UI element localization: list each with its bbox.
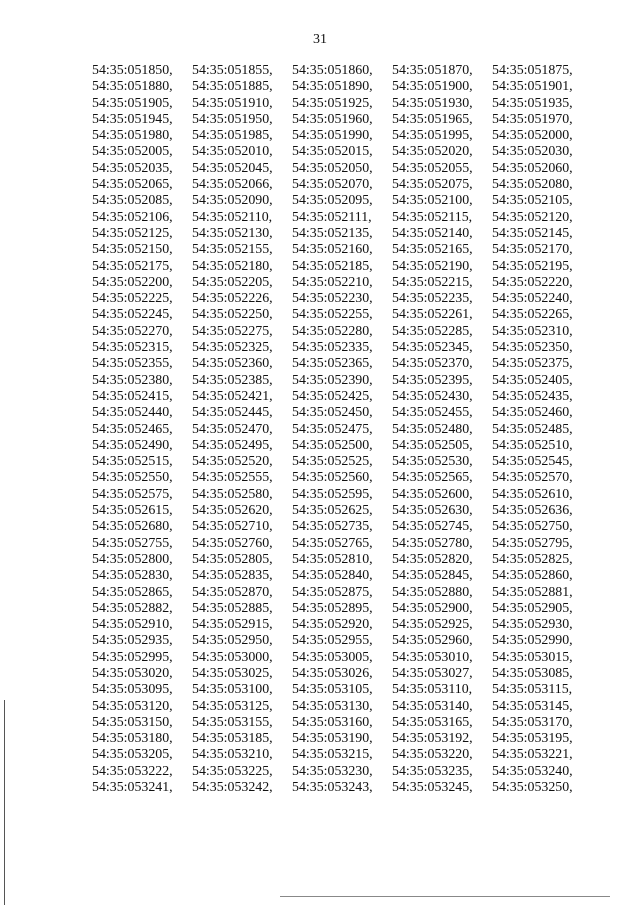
cadastral-number: 54:35:052130,	[192, 225, 273, 241]
cadastral-number: 54:35:052080,	[492, 177, 573, 193]
cadastral-number: 54:35:052095,	[292, 193, 373, 209]
cadastral-number: 54:35:052595,	[292, 486, 373, 502]
cadastral-number: 54:35:051910,	[192, 95, 273, 111]
cadastral-number: 54:35:052180,	[192, 258, 273, 274]
cadastral-number: 54:35:053180,	[92, 731, 173, 747]
cadastral-number: 54:35:052390,	[292, 372, 373, 388]
cadastral-number: 54:35:053220,	[392, 747, 473, 763]
cadastral-number: 54:35:053195,	[492, 731, 573, 747]
cadastral-number: 54:35:052140,	[392, 225, 473, 241]
cadastral-number: 54:35:052020,	[392, 144, 473, 160]
cadastral-number: 54:35:052620,	[192, 503, 273, 519]
cadastral-number: 54:35:052750,	[492, 519, 573, 535]
cadastral-number: 54:35:052111,	[292, 209, 372, 225]
cadastral-number: 54:35:053240,	[492, 763, 573, 779]
cadastral-number: 54:35:052615,	[92, 503, 173, 519]
cadastral-number: 54:35:053027,	[392, 665, 473, 681]
cadastral-number: 54:35:052105,	[492, 193, 573, 209]
cadastral-number: 54:35:053190,	[292, 731, 373, 747]
cadastral-number: 54:35:052360,	[192, 356, 273, 372]
cadastral-number: 54:35:052070,	[292, 177, 373, 193]
cadastral-number: 54:35:052515,	[92, 454, 173, 470]
cadastral-number: 54:35:053192,	[392, 731, 473, 747]
cadastral-number: 54:35:052440,	[92, 405, 173, 421]
cadastral-number: 54:35:052100,	[392, 193, 473, 209]
cadastral-number: 54:35:052250,	[192, 307, 273, 323]
cadastral-number: 54:35:052370,	[392, 356, 473, 372]
cadastral-number: 54:35:052160,	[292, 242, 373, 258]
cadastral-number: 54:35:052285,	[392, 323, 473, 339]
cadastral-number: 54:35:052280,	[292, 323, 373, 339]
cadastral-number: 54:35:052760,	[192, 535, 273, 551]
cadastral-number: 54:35:052205,	[192, 274, 273, 290]
cadastral-number: 54:35:051900,	[392, 79, 473, 95]
cadastral-number: 54:35:051925,	[292, 95, 373, 111]
cadastral-number: 54:35:052060,	[492, 160, 573, 176]
cadastral-number: 54:35:052230,	[292, 291, 373, 307]
cadastral-number: 54:35:052270,	[92, 323, 173, 339]
cadastral-number: 54:35:053225,	[192, 763, 273, 779]
cadastral-number: 54:35:053105,	[292, 682, 373, 698]
cadastral-number: 54:35:052915,	[192, 617, 273, 633]
cadastral-number: 54:35:052565,	[392, 470, 473, 486]
cadastral-number: 54:35:051950,	[192, 111, 273, 127]
cadastral-number: 54:35:052435,	[492, 388, 573, 404]
cadastral-number: 54:35:052882,	[92, 600, 173, 616]
cadastral-number-list	[92, 63, 602, 796]
cadastral-number: 54:35:052415,	[92, 388, 173, 404]
cadastral-number: 54:35:052780,	[392, 535, 473, 551]
cadastral-number: 54:35:053000,	[192, 649, 273, 665]
cadastral-number: 54:35:052185,	[292, 258, 373, 274]
cadastral-number: 54:35:053243,	[292, 780, 373, 796]
cadastral-number: 54:35:051870,	[392, 63, 473, 78]
cadastral-number: 54:35:052610,	[492, 486, 573, 502]
cadastral-number: 54:35:052135,	[292, 225, 373, 241]
cadastral-number: 54:35:052310,	[492, 323, 573, 339]
cadastral-number: 54:35:052375,	[492, 356, 573, 372]
cadastral-number: 54:35:052450,	[292, 405, 373, 421]
cadastral-number: 54:35:051930,	[392, 95, 473, 111]
cadastral-number: 54:35:052005,	[92, 144, 173, 160]
cadastral-number: 54:35:051860,	[292, 63, 373, 78]
cadastral-number: 54:35:053160,	[292, 714, 373, 730]
cadastral-number: 54:35:052245,	[92, 307, 173, 323]
cadastral-number: 54:35:052460,	[492, 405, 573, 421]
cadastral-number: 54:35:052240,	[492, 291, 573, 307]
cadastral-number: 54:35:052215,	[392, 274, 473, 290]
cadastral-number: 54:35:052530,	[392, 454, 473, 470]
cadastral-number: 54:35:052580,	[192, 486, 273, 502]
cadastral-number: 54:35:053165,	[392, 714, 473, 730]
cadastral-number: 54:35:053250,	[492, 780, 573, 796]
cadastral-number: 54:35:052065,	[92, 177, 173, 193]
cadastral-number: 54:35:051965,	[392, 111, 473, 127]
cadastral-number: 54:35:052925,	[392, 617, 473, 633]
cadastral-number: 54:35:053100,	[192, 682, 273, 698]
cadastral-number: 54:35:052755,	[92, 535, 173, 551]
cadastral-number: 54:35:052220,	[492, 274, 573, 290]
cadastral-number: 54:35:053221,	[492, 747, 573, 763]
cadastral-number: 54:35:052315,	[92, 340, 173, 356]
cadastral-number: 54:35:053005,	[292, 649, 373, 665]
cadastral-number: 54:35:052455,	[392, 405, 473, 421]
cadastral-number: 54:35:052265,	[492, 307, 573, 323]
cadastral-number: 54:35:052870,	[192, 584, 273, 600]
cadastral-number: 54:35:052560,	[292, 470, 373, 486]
cadastral-number: 54:35:052485,	[492, 421, 573, 437]
cadastral-number: 54:35:052106,	[92, 209, 173, 225]
cadastral-number: 54:35:052075,	[392, 177, 473, 193]
cadastral-number: 54:35:052110,	[192, 209, 273, 225]
cadastral-number: 54:35:052575,	[92, 486, 173, 502]
cadastral-number: 54:35:052150,	[92, 242, 173, 258]
cadastral-number: 54:35:053085,	[492, 665, 573, 681]
cadastral-number: 54:35:052950,	[192, 633, 273, 649]
cadastral-number: 54:35:053185,	[192, 731, 273, 747]
cadastral-number: 54:35:051905,	[92, 95, 173, 111]
cadastral-number: 54:35:052895,	[292, 600, 373, 616]
cadastral-number: 54:35:052550,	[92, 470, 173, 486]
cadastral-number: 54:35:051970,	[492, 111, 573, 127]
cadastral-number: 54:35:052050,	[292, 160, 373, 176]
cadastral-number: 54:35:052430,	[392, 388, 473, 404]
cadastral-number: 54:35:052636,	[492, 503, 573, 519]
cadastral-number: 54:35:052261,	[392, 307, 473, 323]
cadastral-number: 54:35:053210,	[192, 747, 273, 763]
cadastral-number: 54:35:051960,	[292, 111, 373, 127]
cadastral-number: 54:35:052275,	[192, 323, 273, 339]
cadastral-number: 54:35:052910,	[92, 617, 173, 633]
cadastral-number: 54:35:052405,	[492, 372, 573, 388]
cadastral-number: 54:35:052235,	[392, 291, 473, 307]
cadastral-number: 54:35:052525,	[292, 454, 373, 470]
cadastral-number: 54:35:051875,	[492, 63, 573, 78]
cadastral-number: 54:35:052570,	[492, 470, 573, 486]
cadastral-number: 54:35:052385,	[192, 372, 273, 388]
cadastral-number: 54:35:052490,	[92, 437, 173, 453]
cadastral-number: 54:35:053150,	[92, 714, 173, 730]
cadastral-number: 54:35:052226,	[192, 291, 273, 307]
cadastral-number: 54:35:053110,	[392, 682, 473, 698]
cadastral-number: 54:35:052960,	[392, 633, 473, 649]
cadastral-number: 54:35:052860,	[492, 568, 573, 584]
cadastral-number: 54:35:052710,	[192, 519, 273, 535]
cadastral-number: 54:35:051890,	[292, 79, 373, 95]
cadastral-number: 54:35:052805,	[192, 551, 273, 567]
cadastral-number: 54:35:052800,	[92, 551, 173, 567]
cadastral-number: 54:35:053241,	[92, 780, 173, 796]
cadastral-number: 54:35:052765,	[292, 535, 373, 551]
cadastral-number: 54:35:051901,	[492, 79, 573, 95]
cadastral-number: 54:35:052365,	[292, 356, 373, 372]
cadastral-number: 54:35:052880,	[392, 584, 473, 600]
cadastral-number: 54:35:053145,	[492, 698, 573, 714]
cadastral-number: 54:35:052480,	[392, 421, 473, 437]
cadastral-number: 54:35:053095,	[92, 682, 173, 698]
cadastral-number: 54:35:052210,	[292, 274, 373, 290]
page-number: 31	[313, 32, 327, 47]
cadastral-number: 54:35:052175,	[92, 258, 173, 274]
cadastral-number: 54:35:052825,	[492, 551, 573, 567]
cadastral-number: 54:35:053245,	[392, 780, 473, 796]
cadastral-number: 54:35:052840,	[292, 568, 373, 584]
cadastral-number: 54:35:052520,	[192, 454, 273, 470]
cadastral-number: 54:35:052345,	[392, 340, 473, 356]
cadastral-number: 54:35:052810,	[292, 551, 373, 567]
cadastral-number: 54:35:052066,	[192, 177, 273, 193]
cadastral-number: 54:35:053020,	[92, 665, 173, 681]
cadastral-number: 54:35:052470,	[192, 421, 273, 437]
cadastral-number: 54:35:052255,	[292, 307, 373, 323]
cadastral-number: 54:35:052015,	[292, 144, 373, 160]
cadastral-number: 54:35:053205,	[92, 747, 173, 763]
cadastral-number: 54:35:052475,	[292, 421, 373, 437]
cadastral-number: 54:35:052555,	[192, 470, 273, 486]
cadastral-number: 54:35:052600,	[392, 486, 473, 502]
cadastral-number: 54:35:052845,	[392, 568, 473, 584]
cadastral-number: 54:35:052995,	[92, 649, 173, 665]
cadastral-number: 54:35:053170,	[492, 714, 573, 730]
cadastral-number: 54:35:051980,	[92, 128, 173, 144]
cadastral-number: 54:35:053130,	[292, 698, 373, 714]
cadastral-number: 54:35:052055,	[392, 160, 473, 176]
cadastral-number: 54:35:052145,	[492, 225, 573, 241]
cadastral-number: 54:35:052035,	[92, 160, 173, 176]
cadastral-number: 54:35:053025,	[192, 665, 273, 681]
cadastral-number: 54:35:052120,	[492, 209, 573, 225]
cadastral-number: 54:35:052225,	[92, 291, 173, 307]
cadastral-number: 54:35:052445,	[192, 405, 273, 421]
cadastral-number: 54:35:052865,	[92, 584, 173, 600]
cadastral-number: 54:35:052000,	[492, 128, 573, 144]
cadastral-number: 54:35:052745,	[392, 519, 473, 535]
cadastral-number: 54:35:051935,	[492, 95, 573, 111]
cadastral-number: 54:35:053235,	[392, 763, 473, 779]
cadastral-number: 54:35:053026,	[292, 665, 373, 681]
cadastral-number: 54:35:052030,	[492, 144, 573, 160]
cadastral-number: 54:35:053242,	[192, 780, 273, 796]
cadastral-number: 54:35:052630,	[392, 503, 473, 519]
cadastral-number: 54:35:052510,	[492, 437, 573, 453]
cadastral-number: 54:35:052170,	[492, 242, 573, 258]
cadastral-number: 54:35:052090,	[192, 193, 273, 209]
cadastral-number: 54:35:052625,	[292, 503, 373, 519]
cadastral-number: 54:35:053222,	[92, 763, 173, 779]
cadastral-number: 54:35:053010,	[392, 649, 473, 665]
cadastral-number: 54:35:053120,	[92, 698, 173, 714]
cadastral-number: 54:35:052085,	[92, 193, 173, 209]
cadastral-number: 54:35:051945,	[92, 111, 173, 127]
cadastral-number: 54:35:052680,	[92, 519, 173, 535]
cadastral-number: 54:35:052881,	[492, 584, 573, 600]
cadastral-number: 54:35:052325,	[192, 340, 273, 356]
cadastral-number: 54:35:052115,	[392, 209, 473, 225]
cadastral-number: 54:35:052920,	[292, 617, 373, 633]
cadastral-number: 54:35:052505,	[392, 437, 473, 453]
cadastral-number: 54:35:053015,	[492, 649, 573, 665]
scan-edge-line-bottom	[280, 896, 610, 897]
cadastral-number: 54:35:051985,	[192, 128, 273, 144]
cadastral-number: 54:35:052045,	[192, 160, 273, 176]
cadastral-number: 54:35:052421,	[192, 388, 273, 404]
cadastral-number: 54:35:052335,	[292, 340, 373, 356]
cadastral-number: 54:35:051850,	[92, 63, 173, 78]
cadastral-number: 54:35:052820,	[392, 551, 473, 567]
cadastral-number: 54:35:052425,	[292, 388, 373, 404]
cadastral-number: 54:35:052010,	[192, 144, 273, 160]
cadastral-number: 54:35:051885,	[192, 79, 273, 95]
cadastral-number: 54:35:053155,	[192, 714, 273, 730]
cadastral-number: 54:35:052500,	[292, 437, 373, 453]
cadastral-number: 54:35:052875,	[292, 584, 373, 600]
cadastral-number: 54:35:052355,	[92, 356, 173, 372]
cadastral-number: 54:35:052990,	[492, 633, 573, 649]
cadastral-number: 54:35:052930,	[492, 617, 573, 633]
cadastral-number: 54:35:053125,	[192, 698, 273, 714]
cadastral-number: 54:35:052835,	[192, 568, 273, 584]
cadastral-number: 54:35:051990,	[292, 128, 373, 144]
cadastral-number: 54:35:053115,	[492, 682, 573, 698]
cadastral-number: 54:35:052905,	[492, 600, 573, 616]
cadastral-number: 54:35:052395,	[392, 372, 473, 388]
cadastral-number: 54:35:052190,	[392, 258, 473, 274]
cadastral-number: 54:35:051855,	[192, 63, 273, 78]
cadastral-number: 54:35:052495,	[192, 437, 273, 453]
cadastral-number: 54:35:052900,	[392, 600, 473, 616]
cadastral-number: 54:35:052380,	[92, 372, 173, 388]
cadastral-number: 54:35:052955,	[292, 633, 373, 649]
cadastral-number: 54:35:052195,	[492, 258, 573, 274]
cadastral-number: 54:35:052200,	[92, 274, 173, 290]
cadastral-number: 54:35:053140,	[392, 698, 473, 714]
cadastral-number: 54:35:052885,	[192, 600, 273, 616]
cadastral-number: 54:35:052545,	[492, 454, 573, 470]
cadastral-number: 54:35:051995,	[392, 128, 473, 144]
cadastral-number: 54:35:052465,	[92, 421, 173, 437]
cadastral-number: 54:35:051880,	[92, 79, 173, 95]
cadastral-number: 54:35:053215,	[292, 747, 373, 763]
cadastral-number: 54:35:052830,	[92, 568, 173, 584]
cadastral-number: 54:35:052350,	[492, 340, 573, 356]
cadastral-number: 54:35:052935,	[92, 633, 173, 649]
cadastral-number: 54:35:052735,	[292, 519, 373, 535]
cadastral-number: 54:35:052155,	[192, 242, 273, 258]
cadastral-number: 54:35:052125,	[92, 225, 173, 241]
cadastral-number: 54:35:052795,	[492, 535, 573, 551]
cadastral-number: 54:35:052165,	[392, 242, 473, 258]
cadastral-number: 54:35:053230,	[292, 763, 373, 779]
scan-edge-line-left	[4, 700, 5, 905]
